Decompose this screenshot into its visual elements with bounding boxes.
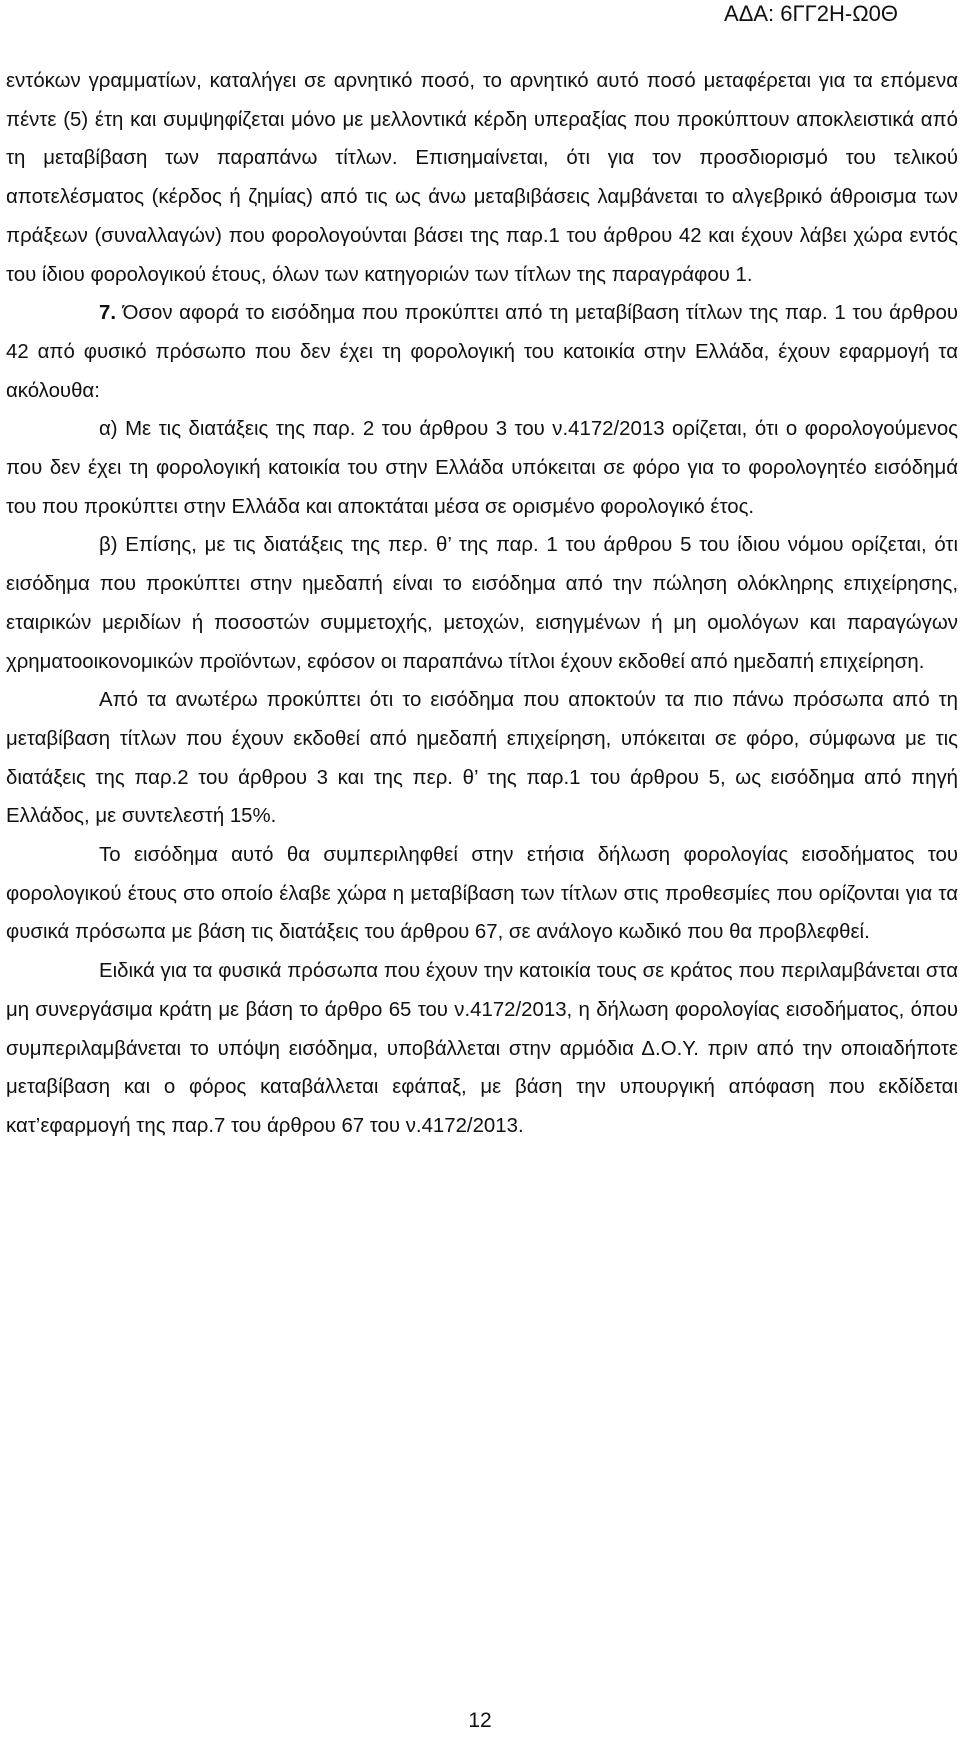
document-body bbox=[6, 62, 958, 1146]
paragraph-item-a bbox=[6, 410, 958, 526]
paragraph-text: Ειδικά για τα φυσικά πρόσωπα που έχουν την κατοικία τους σε κράτος που περιλαμβάνεται στα μη συνεργάσιμα κράτη με βάση το άρθρο 65 του ν.4172/2013, η δήλωση φορολογίας εισοδήματος, όπου συμπεριλαμβάνεται το υπόψη εισόδημα, υποβάλλεται στην αρμόδια Δ.Ο.Υ. πριν από την οποιαδήποτε μεταβίβαση και ο φόρος καταβάλλεται εφάπαξ, με βάση την υπουργική απόφαση που εκδίδεται κατ’εφαρμογή της παρ.7 του άρθρου 67 του ν.4172/2013. bbox=[6, 960, 958, 1137]
paragraph-text: Όσον αφορά το εισόδημα που προκύπτει από τη μεταβίβαση τίτλων της παρ. 1 του άρθρου 42 από φυσικό πρόσωπο που δεν έχει τη φορολογική του κατοικία στην Ελλάδα, έχουν εφαρμογή τα ακόλουθα: bbox=[6, 302, 958, 402]
paragraph-text: Από τα ανωτέρω προκύπτει ότι το εισόδημα που αποκτούν τα πιο πάνω πρόσωπα από τη μεταβίβαση τίτλων που έχουν εκδοθεί από ημεδαπή επιχείρηση, υπόκειται σε φόρο, σύμφωνα με τις διατάξεις της παρ.2 του άρθρου 3 και της περ. θ’ της παρ.1 του άρθρου 5, ως εισόδημα από πηγή Ελλάδος, με συντελεστή 15%. bbox=[6, 689, 958, 828]
paragraph-conclusion bbox=[6, 681, 958, 836]
paragraph-item-b bbox=[6, 526, 958, 681]
paragraph-text: β) Επίσης, με τις διατάξεις της περ. θ’ της παρ. 1 του άρθρου 5 του ίδιου νόμου ορίζεται, ότι εισόδημα που προκύπτει στην ημεδαπή είναι το εισόδημα από την πώληση ολόκληρης επιχείρησης, εταιρικών μεριδίων ή ποσοστών συμμετοχής, μετοχών, εισηγμένων ή μη ομολόγων και παραγώγων χρηματοοικονομικών προϊόντων, εφόσον οι παραπάνω τίτλοι έχουν εκδοθεί από ημεδαπή επιχείρηση. bbox=[6, 534, 958, 673]
section-number: 7. bbox=[99, 302, 117, 325]
paragraph-text: α) Με τις διατάξεις της παρ. 2 του άρθρου 3 του ν.4172/2013 ορίζεται, ότι ο φορολογούμενος που δεν έχει τη φορολογική κατοικία του στην Ελλάδα υπόκειται σε φόρο για το φορολογητέο εισόδημά του που προκύπτει στην Ελλάδα και αποκτάται μέσα σε ορισμένο φορολογικό έτος. bbox=[6, 418, 958, 518]
paragraph-non-cooperative-states bbox=[6, 952, 958, 1146]
paragraph-tax-return bbox=[6, 836, 958, 952]
ada-code: ΑΔΑ: 6ΓΓ2Η-Ω0Θ bbox=[724, 1, 898, 26]
paragraph-text: εντόκων γραμματίων, καταλήγει σε αρνητικό ποσό, το αρνητικό αυτό ποσό μεταφέρεται για τα επόμενα πέντε (5) έτη και συμψηφίζεται μόνο με μελλοντικά κέρδη υπεραξίας που προκύπτουν αποκλειστικά από τη μεταβίβαση των παραπάνω τίτλων. Επισημαίνεται, ότι για τον προσδιορισμό του τελικού αποτελέσματος (κέρδος ή ζημίας) από τις ως άνω μεταβιβάσεις λαμβάνεται το αλγεβρικό άθροισμα των πράξεων (συναλλαγών) που φορολογούνται βάσει της παρ.1 του άρθρου 42 και έχουν λάβει χώρα εντός του ίδιου φορολογικού έτους, όλων των κατηγοριών των τίτλων της παραγράφου 1. bbox=[6, 70, 958, 286]
paragraph-text: Το εισόδημα αυτό θα συμπεριληφθεί στην ετήσια δήλωση φορολογίας εισοδήματος του φορολογικού έτους στο οποίο έλαβε χώρα η μεταβίβαση των τίτλων στις προθεσμίες που ορίζονται για τα φυσικά πρόσωπα με βάση τις διατάξεις του άρθρου 67, σε ανάλογο κωδικό που θα προβλεφθεί. bbox=[6, 844, 958, 944]
paragraph-continuation bbox=[6, 62, 958, 294]
paragraph-section-7 bbox=[6, 294, 958, 410]
page-number: 12 bbox=[468, 1709, 492, 1732]
